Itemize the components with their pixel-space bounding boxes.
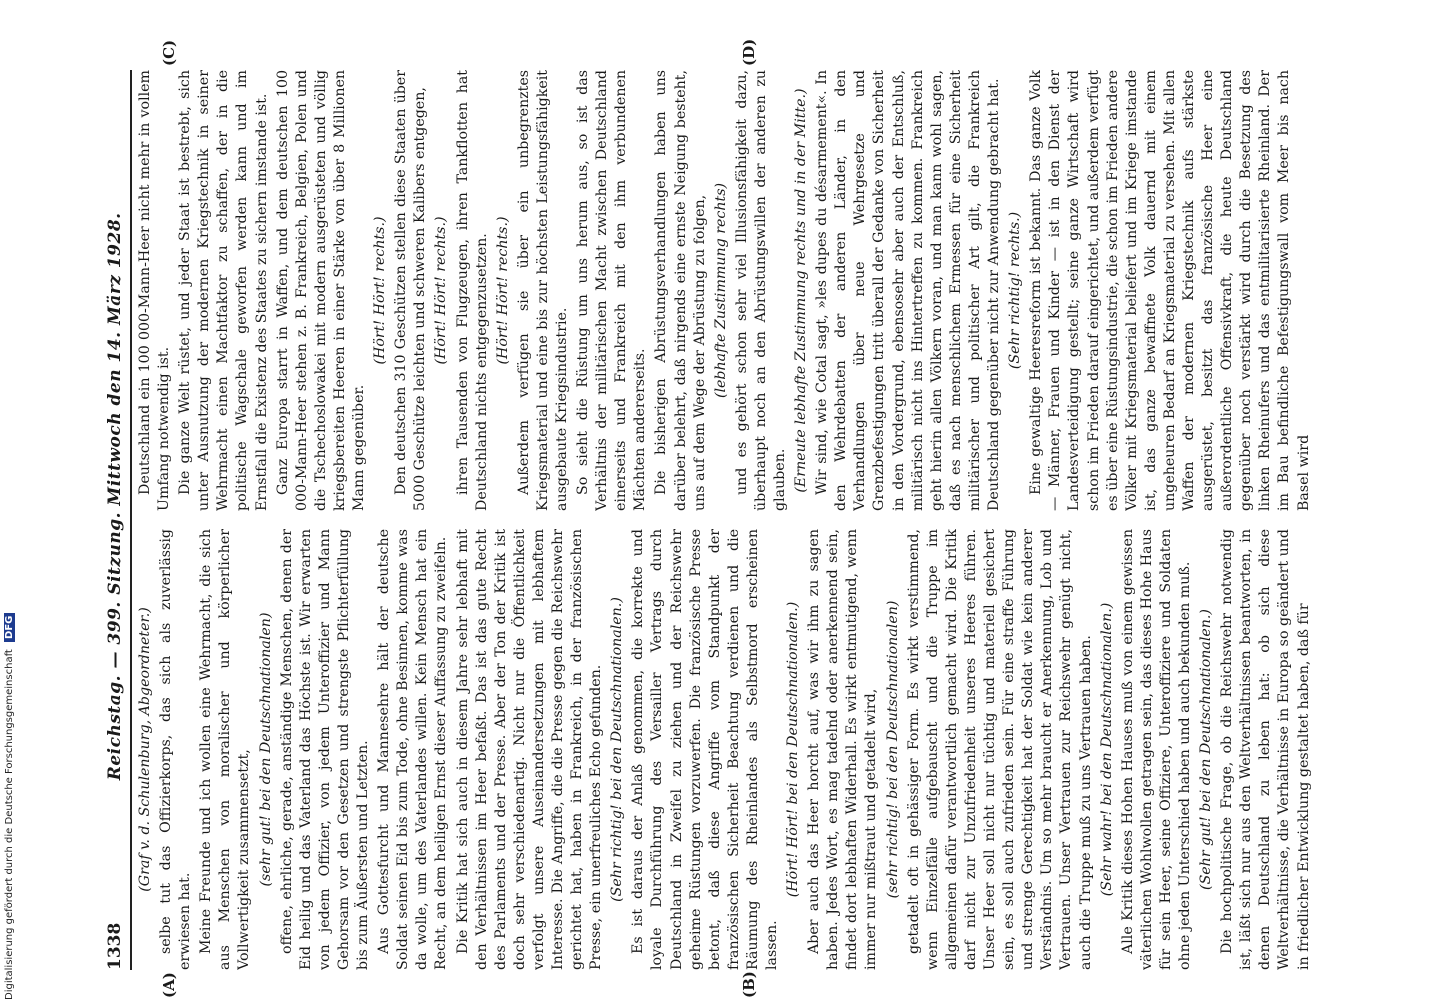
right-column [136, 70, 1316, 511]
digitization-credit [4, 613, 15, 1000]
paragraph: Alle Kritik dieses Hohen Hauses muß von einem gewissen väterlichen Wohlwollen getragen sein, das dieses Hohe Haus für sein Heer, seine Offiziere, Unteroffiziere und Soldaten ohne jeden Unterschied haben und auch bekunden muß. [1119, 529, 1193, 970]
paragraph: Die hochpolitische Frage, ob die Reichswehr notwendig ist, läßt sich nur aus den Weltverhältnissen beantworten, in denen Deutschland zu leben hat: ob sich diese Weltverhältnisse, die Verhältnisse in Europa so geändert und in friedlicher Entwicklung gestaltet haben, daß für [1219, 529, 1312, 970]
paragraph: Die bisherigen Abrüstungsverhandlungen haben uns darüber belehrt, daß nirgends eine ernste Neigung besteht, uns auf dem Wege der Abrüstung zu folgen, [653, 70, 708, 511]
margin-marker-d: (D) [740, 38, 758, 66]
left-column [136, 529, 1316, 970]
paragraph: offene, ehrliche, gerade, anständige Menschen, denen der Eid heilig und das Vaterland das Höchste ist. Wir erwarten von jedem Offizier, von jedem Unteroffizier und Mann Gehorsam vor den Gesetzen und strengste Pflichterfüllung bis zum Äußersten und Letzten. [278, 529, 372, 970]
interjection: (Hört! Hört! rechts.) [433, 216, 450, 365]
margin-marker-b: (B) [740, 971, 758, 998]
interjection: (Hört! Hört! rechts.) [372, 216, 389, 365]
page-number: 1338 [105, 922, 125, 970]
paragraph: Die Kritik hat sich auch in diesem Jahre sehr lebhaft mit den Verhältnissen im Heer befaßt. Das ist das gute Recht des Parlaments und der Presse. Aber der Ton der Kritik ist doch sehr verschiedenartig. Nicht nur die Öffentlichkeit verfolgt unsere Auseinandersetzungen mit lebhaftem Interesse. Die Angriffe, die die Presse gegen die Reichswehr gerichtet hat, haben in Frankreich, in der französischen Presse, ein unerfreuliches Echo gefunden. [454, 529, 605, 970]
paragraph: ihren Tausenden von Flugzeugen, ihren Tankflotten hat Deutschland nichts entgegenzusetzen. [454, 70, 490, 511]
margin-marker-a: (A) [160, 972, 178, 998]
paragraph: So sieht die Rüstung um uns herum aus, so ist das Verhältnis der militärischen Macht zwischen Deutschland einerseits und Frankreich mit den ihm verbundenen Mächten andererseits. [575, 70, 649, 511]
paragraph: und es gehört schon sehr viel Illusionsfähigkeit dazu, überhaupt noch an den Abrüstungswillen der anderen zu glauben. [733, 70, 788, 511]
paragraph: Wir sind, wie Cotal sagt, »les dupes du désarmement«. In den Wehrdebatten der anderen Länder, in den Verhandlungen über neue Wehrgesetze und Grenzbefestigungen tritt überall der Gedanke von Sicherheit in den Vordergrund, ebensosehr aber auch der Entschluß, militärisch nicht ins Hintertreffen zu kommen. Frankreich geht hierin allen Völkern voran, und man kann wohl sagen, daß es nach menschlichem Ermessen für eine Sicherheit militärischer und politischer Art gilt, die Frankreich Deutschland gegenüber nicht zur Anwendung gebracht hat. [814, 70, 1003, 511]
paragraph: getadelt oft in gehässiger Form. Es wirkt verstimmend, wenn Einzelfälle aufgebauscht und die Truppe im allgemeinen dafür verantwortlich gemacht wird. Die Kritik darf nicht zur Unzufriedenheit unseres Heeres führen. Unser Heer soll nicht nur tüchtig und materiell gesichert sein, es soll auch zufrieden sein. Für eine straffe Führung und strenge Gerechtigkeit hat der Soldat wie kein anderer Verständnis. Um so mehr braucht er Anerkennung, Lob und Vertrauen. Unser Vertrauen zur Reichswehr genügt nicht, auch die Truppe muß zu uns Vertrauen haben. [905, 529, 1094, 970]
interjection: (Hört! Hört! rechts.) [494, 216, 511, 365]
page-header [100, 70, 132, 970]
interjection: (sehr gut! bei den Deutschnationalen) [257, 612, 274, 887]
paragraph: Deutschland ein 100 000-Mann-Heer nicht mehr in vollem Umfang notwendig ist. [137, 70, 173, 511]
margin-marker-c: (C) [160, 39, 178, 66]
paragraph: Aber auch das Heer horcht auf, was wir ihm zu sagen haben. Jedes Wort, es mag tadelnd oder anerkennend sein, findet dort lebhaften Widerhall. Es wirkt entmutigend, wenn immer nur mißtraut und getadelt wird, [806, 529, 880, 970]
interjection: (sehr richtig! bei den Deutschnationalen) [884, 600, 901, 899]
interjection: (Hört! Hört! bei den Deutschnationalen.) [785, 601, 802, 898]
paragraph: Die ganze Welt rüstet, und jeder Staat ist bestrebt, sich unter Ausnutzung der modernen Kriegstechnik in seiner Wehrmacht einen Machtfaktor zu schaffen, der in die politische Wagschale geworfen werden kann und im Ernstfall die Existenz des Staates zu sichern imstande ist. [177, 70, 270, 511]
interjection: (Erneute lebhafte Zustimmung rechts und in der Mitte.) [793, 88, 810, 493]
paragraph: Außerdem verfügen sie über ein unbegrenztes Kriegsmaterial und eine bis zur höchsten Leistungsfähigkeit ausgebaute Kriegsindustrie. [515, 70, 570, 511]
interjection: (Sehr richtig! rechts.) [1007, 211, 1024, 370]
paragraph: Es ist daraus der Anlaß genommen, die korrekte und loyale Durchführung des Versailler Vertrags durch Deutschland in Zweifel zu ziehen und der Reichswehr geheime Rüstungen vorzuwerfen. Die französische Presse betont, daß diese Angriffe vom Standpunkt der französischen Sicherheit Beachtung verdienen und die Räumung des Rheinlandes als Selbstmord erscheinen lassen. [630, 529, 780, 970]
interjection: (Sehr wahr! bei den Deutschnationalen.) [1098, 602, 1115, 897]
paragraph: Meine Freunde und ich wollen eine Wehrmacht, die sich aus Menschen von moralischer und körperlicher Vollwertigkeit zusammensetzt, [198, 529, 253, 970]
credit-text: Digitalisierung gefördert durch die Deutsche Forschungsgemeinschaft [4, 649, 15, 1000]
paragraph: selbe tut das Offizierkorps, das sich als zuverlässig erwiesen hat. [158, 529, 194, 970]
interjection: (Sehr richtig! bei den Deutschnationalen.) [609, 597, 626, 902]
paragraph: Ganz Europa starrt in Waffen, und dem deutschen 100 000-Mann-Heer stehen z. B. Frankreich, Belgien, Polen und die Tschechoslowakei mit modern ausgerüsteten und völlig kriegsbereiten Heeren in einer Stärke von über 8 Millionen Mann gegenüber. [274, 70, 368, 511]
dfg-logo: DFG [4, 613, 15, 642]
interjection: (Graf v. d. Schulenburg, Abgeordneter.) [137, 607, 153, 892]
paragraph: Eine gewaltige Heeresreform ist bekannt. Das ganze Volk — Männer, Frauen und Kinder — ist in den Dienst der Landesverteidigung gestellt; seine ganze Wirtschaft wird schon im Frieden darauf eingerichtet, und außerdem verfügt es über eine Rüstungsindustrie, die schon im Frieden andere Völker mit Kriegsmaterial beliefert und im Kriege imstande ist, das ganze bewaffnete Volk dauernd mit einem ungeheuren Bedarf an Kriegsmaterial zu versehen. Mit allen Waffen der modernen Kriegstechnik aufs stärkste ausgerüstet, besitzt das französische Heer eine außerordentliche Offensivkraft, die heute Deutschland gegenüber noch verstärkt wird durch die Besetzung des linken Rheinufers und das entmilitarisierte Rheinland. Der im Bau befindliche Befestigungswall vom Meer bis nach Basel wird [1028, 70, 1312, 511]
paragraph: Aus Gottesfurcht und Mannesehre hält der deutsche Soldat seinen Eid bis zum Tode, ohne Besinnen, komme was da wolle, um des Vaterlandes willen. Kein Mensch hat ein Recht, an dem heiligen Ernst dieser Auffassung zu zweifeln. [376, 529, 450, 970]
interjection: (lebhafte Zustimmung rechts) [712, 182, 729, 399]
scanned-page [100, 40, 1330, 1000]
page-title: Reichstag. — 399. Sitzung. Mittwoch den 14. März 1928. [105, 212, 125, 781]
paragraph: Den deutschen 310 Geschützen stellen diese Staaten über 5000 Geschütze leichten und schweren Kalibers entgegen, [393, 70, 429, 511]
interjection: (Sehr gut! bei den Deutschnationalen.) [1198, 609, 1215, 890]
